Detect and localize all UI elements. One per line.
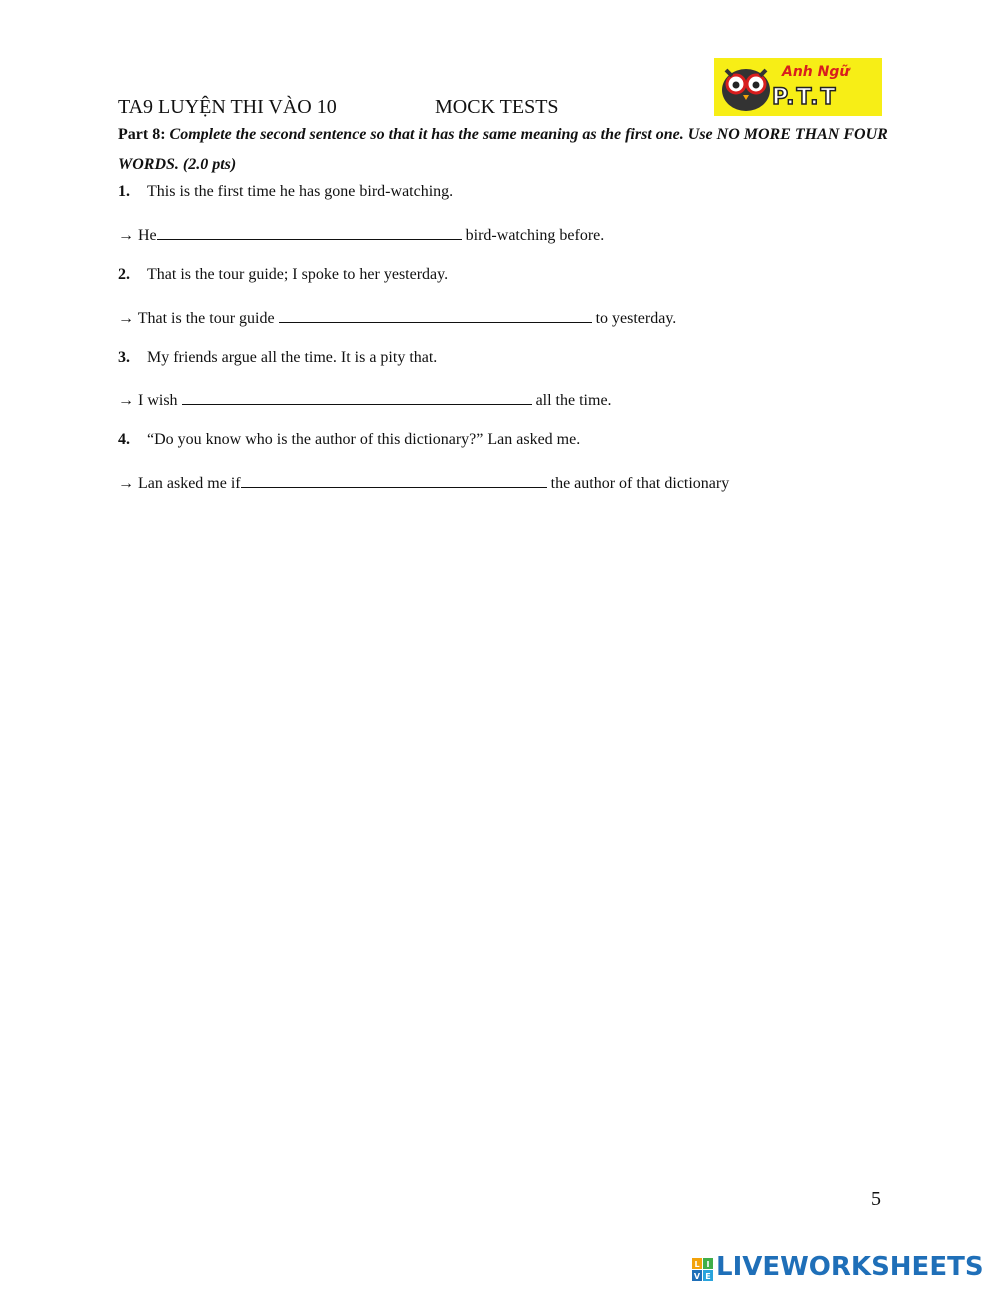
answer-line-3 <box>118 390 612 410</box>
header-title: TA9 LUYỆN THI VÀO 10 <box>118 96 337 118</box>
answer-line-4 <box>118 473 729 493</box>
question-3 <box>118 349 437 367</box>
instruction-text: Complete the second sentence so that it has the same meaning as the first one. Use NO MORE THAN FOUR WORDS. (2.0 pts) <box>118 126 888 173</box>
answer-blank-1[interactable] <box>157 225 462 240</box>
question-sentence: This is the first time he has gone bird-watching. <box>147 183 454 200</box>
question-1 <box>118 183 453 201</box>
question-sentence: My friends argue all the time. It is a pity that. <box>147 349 438 366</box>
answer-suffix: bird-watching before. <box>465 227 605 244</box>
page-number: 5 <box>871 1188 881 1210</box>
svg-text:E: E <box>705 1272 711 1281</box>
question-number: 4. <box>118 431 130 448</box>
answer-line-1 <box>118 225 604 245</box>
svg-text:L: L <box>694 1260 700 1269</box>
answer-prefix: → That is the tour guide <box>118 310 275 327</box>
anh-ngu-ptt-logo <box>714 58 882 116</box>
question-number: 3. <box>118 349 130 366</box>
answer-prefix: → I wish <box>118 392 178 409</box>
logo-top-text: Anh Ngữ <box>782 64 850 80</box>
answer-suffix: to yesterday. <box>595 310 677 327</box>
part-instruction <box>118 120 888 180</box>
answer-blank-4[interactable] <box>241 473 547 488</box>
page-header <box>118 96 559 119</box>
svg-text:V: V <box>693 1272 701 1281</box>
answer-blank-3[interactable] <box>182 390 532 405</box>
question-sentence: That is the tour guide; I spoke to her yesterday. <box>147 266 449 283</box>
answer-blank-2[interactable] <box>279 308 592 323</box>
svg-text:I: I <box>706 1260 710 1269</box>
answer-suffix: the author of that dictionary <box>550 475 730 492</box>
question-sentence: “Do you know who is the author of this dictionary?” Lan asked me. <box>147 431 581 448</box>
liveworksheets-wordmark: LIVEWORKSHEETS <box>716 1252 984 1282</box>
answer-line-2 <box>118 308 676 328</box>
owl-icon <box>720 62 772 112</box>
logo-bottom-text: P.T.T <box>772 85 838 110</box>
header-subtitle: MOCK TESTS <box>435 96 559 118</box>
answer-prefix: → Lan asked me if <box>118 475 241 492</box>
question-number: 2. <box>118 266 130 283</box>
question-number: 1. <box>118 183 130 200</box>
answer-prefix: → He <box>118 227 157 244</box>
answer-suffix: all the time. <box>535 392 612 409</box>
question-2 <box>118 266 448 284</box>
question-4 <box>118 431 580 449</box>
liveworksheets-grid-icon <box>692 1258 714 1282</box>
part-label: Part 8: <box>118 126 166 143</box>
